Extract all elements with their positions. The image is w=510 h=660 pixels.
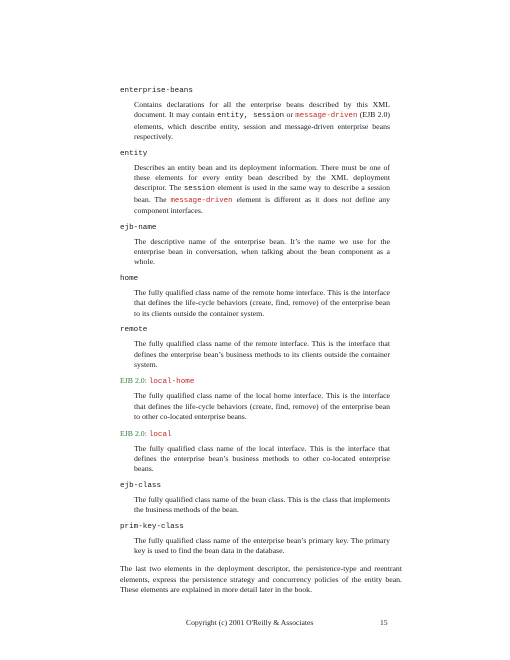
element-description xyxy=(134,495,390,516)
description-text: or xyxy=(284,110,296,120)
element-term-name: local-home xyxy=(148,378,195,387)
element-term xyxy=(120,522,390,532)
element-description xyxy=(134,288,390,319)
element-term xyxy=(120,376,390,387)
element-term-name: ejb-class xyxy=(120,481,162,490)
element-term xyxy=(120,481,390,491)
description-text: not xyxy=(341,194,352,204)
code-term: session xyxy=(253,112,285,121)
element-description xyxy=(134,444,390,475)
element-term-name: remote xyxy=(120,326,148,335)
element-term xyxy=(120,325,390,335)
element-term xyxy=(120,86,390,96)
closing-paragraph: The last two elements in the deployment descriptor, the persistence-type and reentrant elements, express the persistence strategy and concurrency policies of the entity bean. These elements are explained in more detail later in the book. xyxy=(120,564,402,595)
element-term-name: enterprise-beans xyxy=(120,87,193,95)
description-text: The fully qualified class name of the bean class. This is the class that implements the business methods of the bean. xyxy=(134,494,390,515)
description-text: The descriptive name of the enterprise bean. It’s the name we use for the enterprise bean in conversation, when talking about the bean component as a whole. xyxy=(134,236,390,267)
element-description xyxy=(134,536,390,557)
code-term: , xyxy=(243,112,254,121)
element-term-name: prim-key-class xyxy=(120,522,184,531)
element-definitions xyxy=(120,86,402,596)
element-term xyxy=(120,149,390,159)
description-text: (EJB 2.0) elements, which describe entity, session and message-driven enterprise beans respectively. xyxy=(134,110,390,142)
element-description xyxy=(134,100,390,143)
description-text: The fully qualified class name of the local interface. This is the interface that defines the enterprise bean’s business methods to other co-located enterprise beans. xyxy=(134,443,390,474)
element-term-name: home xyxy=(120,274,139,283)
element-term xyxy=(120,429,390,440)
ejb-version-tag: EJB 2.0: xyxy=(120,376,149,386)
description-text: Describes an entity bean and its deployment information. There must be one of these elements for every entity bean described by the XML deployment descriptor. The xyxy=(134,162,390,193)
element-term-name: ejb-name xyxy=(120,223,157,232)
page-number: 15 xyxy=(380,618,388,627)
element-description xyxy=(134,163,390,217)
element-description xyxy=(134,237,390,268)
description-text: define any component interfaces. xyxy=(134,194,391,216)
code-term: entity xyxy=(217,112,244,121)
element-term-name: entity xyxy=(120,149,148,158)
element-description xyxy=(134,339,390,370)
element-term xyxy=(120,223,390,233)
ejb-version-tag: EJB 2.0: xyxy=(120,428,149,438)
element-term-name: local xyxy=(148,430,172,439)
element-term xyxy=(120,274,390,284)
copyright-notice: Copyright (c) 2001 O'Reilly & Associates xyxy=(186,618,314,627)
description-text: The fully qualified class name of the local home interface. This is the interface that defines the life-cycle behaviors (create, find, remove) of the enterprise bean to other co-located enterprise beans. xyxy=(134,391,390,422)
element-description xyxy=(134,391,390,422)
description-text: The fully qualified class name of the enterprise bean’s primary key. The primary key is used to find the bean data in the database. xyxy=(134,535,390,555)
description-text: element is different as it does xyxy=(232,194,342,204)
description-text: The fully qualified class name of the remote interface. This is the interface that defines the enterprise bean’s business methods to its clients outside the container system. xyxy=(134,339,390,369)
description-text: Contains declarations for all the enterprise beans described by this XML document. It may contain xyxy=(134,100,390,120)
description-text: element is used in the same way to describe a session bean. The xyxy=(134,183,390,204)
code-term: message-driven xyxy=(170,196,233,205)
description-text: The fully qualified class name of the remote home interface. This is the interface that defines the life-cycle behaviors (create, find, remove) of the enterprise bean to its clients outside the container system. xyxy=(134,287,390,318)
code-term: message-driven xyxy=(295,112,358,121)
code-term: session xyxy=(183,185,215,194)
